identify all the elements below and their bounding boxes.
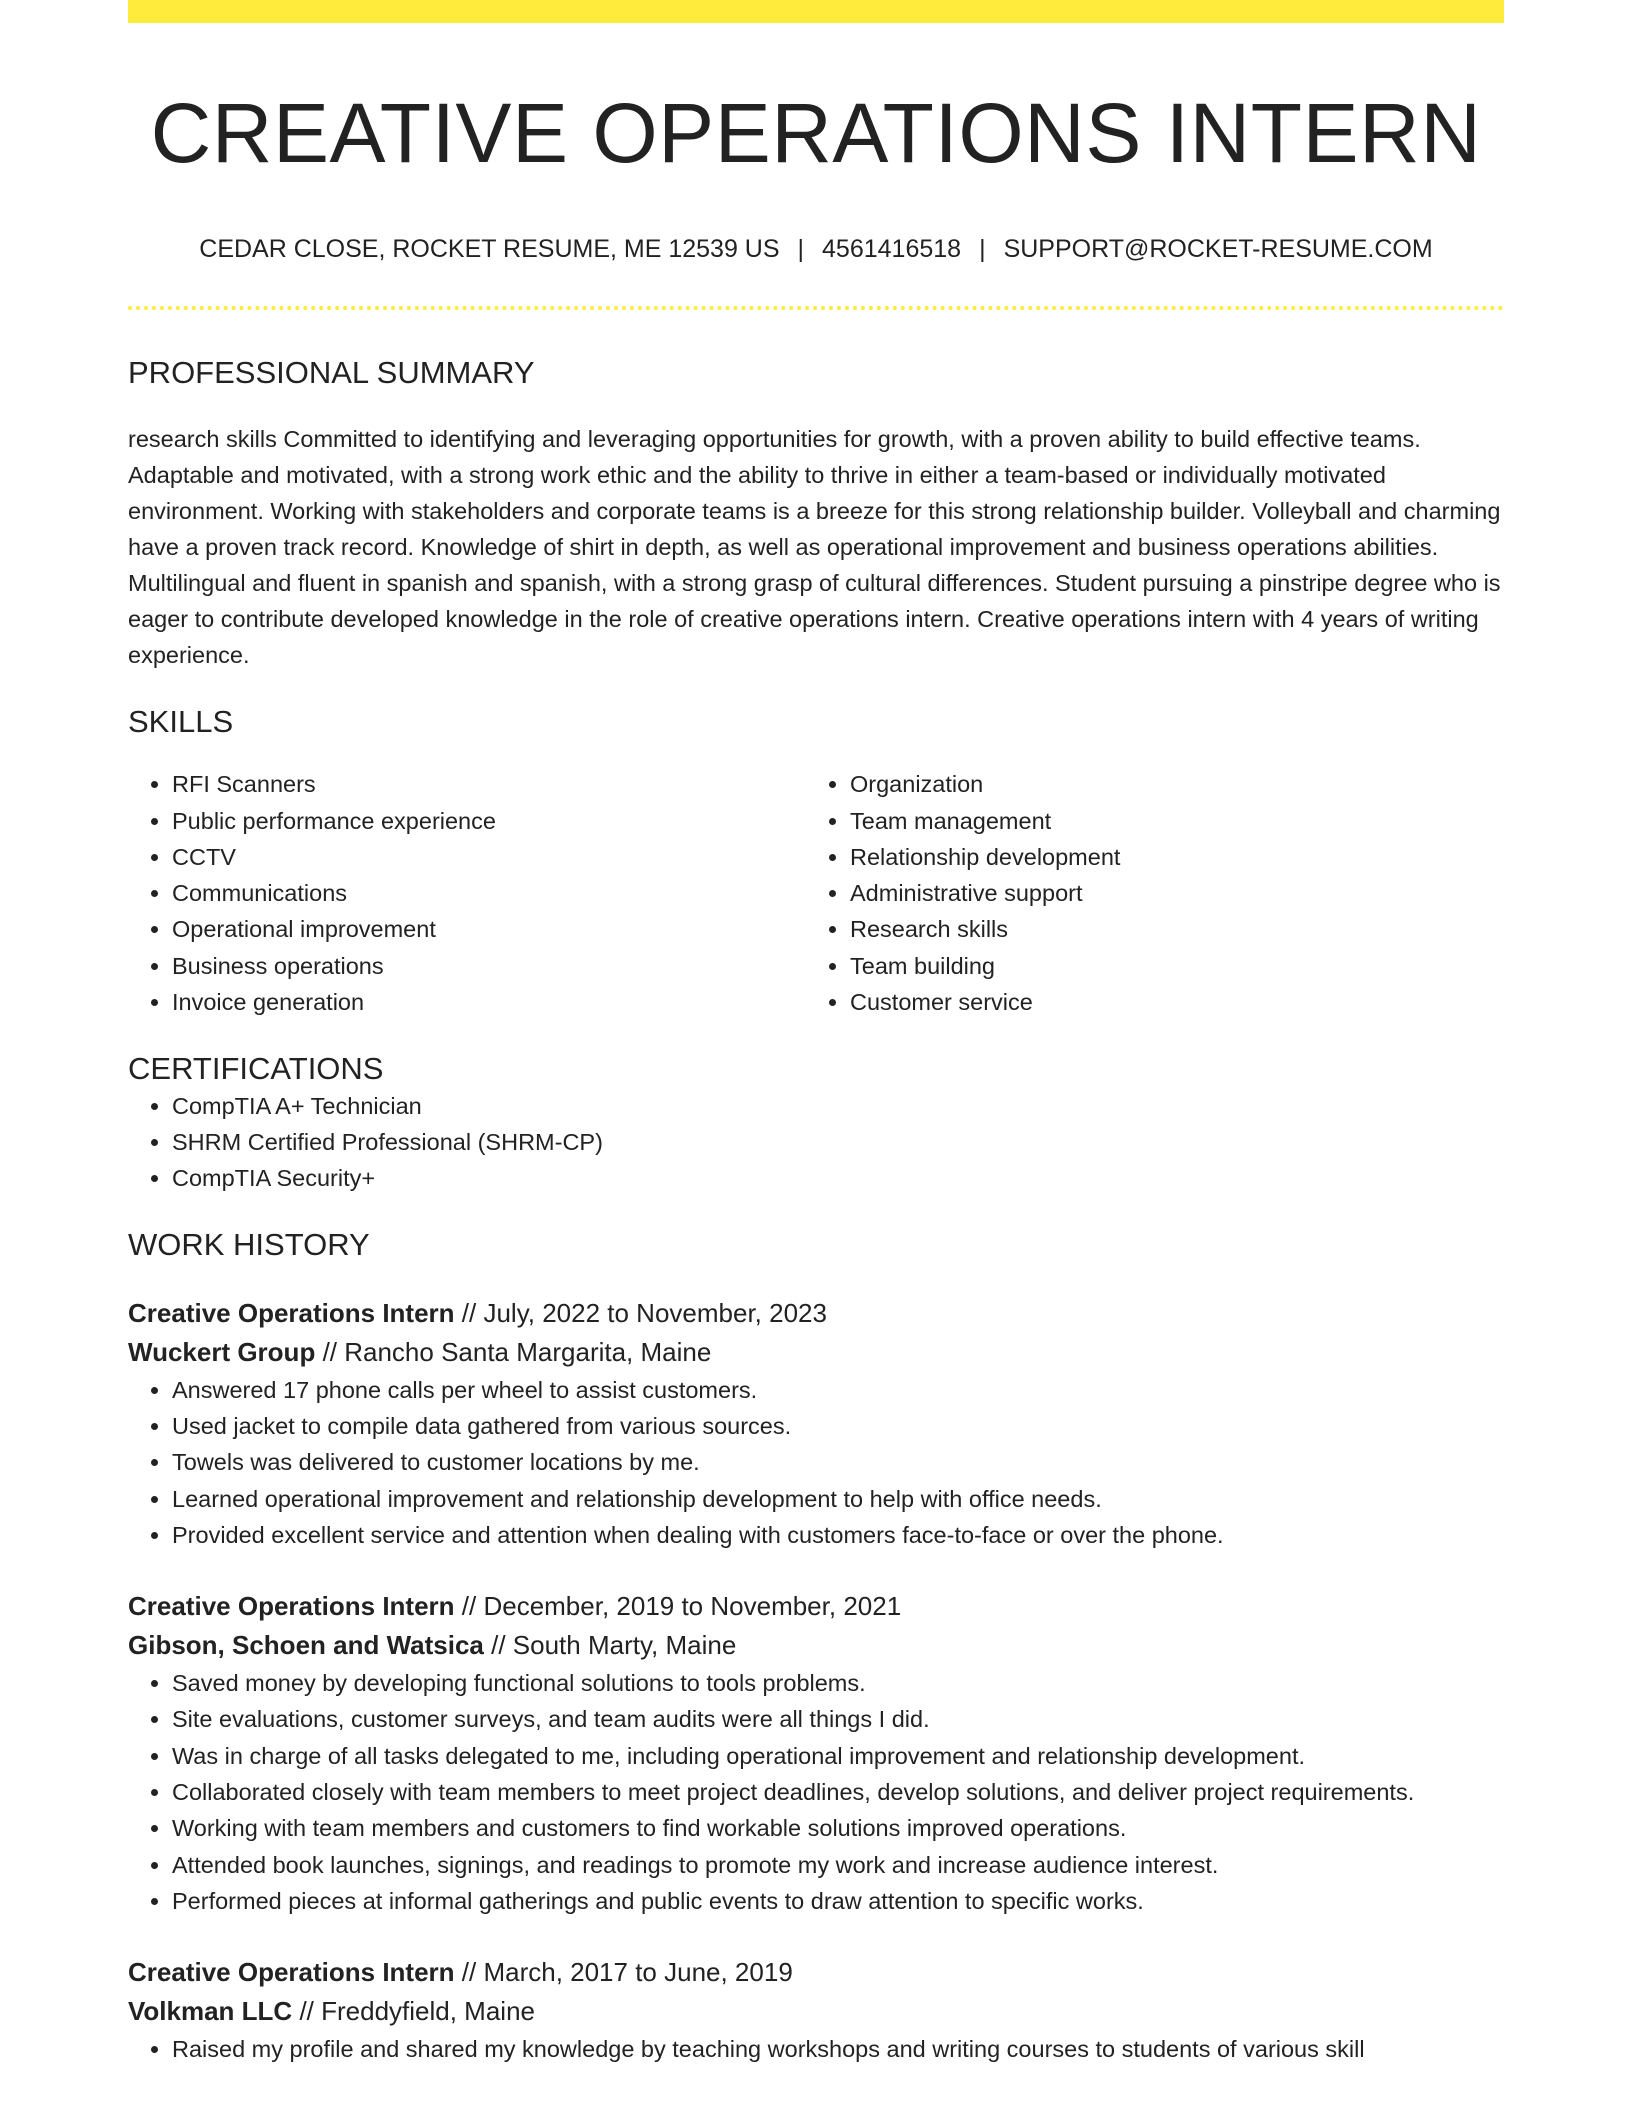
job-company-line: [128, 1992, 1504, 2031]
skills-list-right: [806, 766, 1484, 1020]
job-role-line: [128, 1587, 1504, 1626]
summary-text: research skills Committed to identifying and leveraging opportunities for growth, with a proven ability to build effective teams. Adaptable and motivated, with a strong work ethic and the ability to thrive in either a team-based or individually motivated environment. Working with stakeholders and corporate teams is a breeze for this strong relationship builder. Volleyball and charming have a proven track record. Knowledge of shirt in depth, as well as operational improvement and business operations abilities. Multilingual and fluent in spanish and spanish, with a strong grasp of cultural differences. Student pursuing a pinstripe degree who is eager to contribute developed knowledge in the role of creative operations intern. Creative operations intern with 4 years of writing experience.: [128, 426, 1501, 669]
skill-item: • Invoice generation: [172, 984, 806, 1020]
skills-grid: [128, 766, 1504, 1020]
job-entry: [128, 1587, 1504, 1919]
contact-address: CEDAR CLOSE, ROCKET RESUME, ME 12539 US: [199, 235, 780, 264]
job-role: Creative Operations Intern: [128, 1591, 455, 1622]
certifications-list: [128, 1088, 1504, 1197]
job-bullet: • Was in charge of all tasks delegated to me, including operational improvement and relationship development.: [172, 1738, 1504, 1774]
resume-page: [128, 0, 1504, 2067]
skill-item: • Team building: [850, 948, 1484, 984]
job-bullets: [128, 1372, 1504, 1553]
job-location: // South Marty, Maine: [491, 1630, 737, 1661]
job-role-line: [128, 1294, 1504, 1333]
contact-line: [128, 233, 1504, 266]
contact-separator: |: [797, 235, 805, 264]
job-bullet: • Learned operational improvement and relationship development to help with office needs.: [172, 1481, 1504, 1517]
contact-separator: |: [979, 235, 986, 264]
job-dates: // March, 2017 to June, 2019: [461, 1957, 793, 1988]
job-entry: [128, 1953, 1504, 2067]
skills-column-left: [128, 766, 806, 1020]
certification-item: • SHRM Certified Professional (SHRM-CP): [172, 1124, 1504, 1160]
work-history-heading: WORK HISTORY: [128, 1227, 370, 1263]
job-company: Gibson, Schoen and Watsica: [128, 1630, 484, 1661]
skills-heading: SKILLS: [128, 704, 234, 740]
job-company-line: [128, 1333, 1504, 1372]
job-company: Volkman LLC: [128, 1996, 293, 2027]
accent-top-bar: [128, 0, 1504, 23]
skill-item: • RFI Scanners: [172, 766, 806, 802]
job-role: Creative Operations Intern: [128, 1957, 455, 1988]
job-location: // Rancho Santa Margarita, Maine: [322, 1336, 712, 1367]
job-dates: // December, 2019 to November, 2021: [461, 1591, 902, 1622]
skill-item: • Communications: [172, 875, 806, 911]
skill-item: • Relationship development: [850, 839, 1484, 875]
job-entry: [128, 1294, 1504, 1553]
job-role: Creative Operations Intern: [128, 1297, 455, 1328]
job-bullets: [128, 2031, 1504, 2067]
job-company: Wuckert Group: [128, 1336, 316, 1367]
resume-name: CREATIVE OPERATIONS INTERN: [150, 86, 1482, 180]
skill-item: • Customer service: [850, 984, 1484, 1020]
certification-item: • CompTIA A+ Technician: [172, 1088, 1504, 1124]
contact-email: SUPPORT@ROCKET-RESUME.COM: [1003, 235, 1433, 264]
job-bullet: • Site evaluations, customer surveys, and team audits were all things I did.: [172, 1701, 1504, 1737]
summary-heading: PROFESSIONAL SUMMARY: [128, 354, 535, 390]
skills-column-right: [806, 766, 1484, 1020]
skill-item: • Research skills: [850, 911, 1484, 947]
skill-item: • Administrative support: [850, 875, 1484, 911]
certification-item: • CompTIA Security+: [172, 1160, 1504, 1196]
job-bullet: • Collaborated closely with team members to meet project deadlines, develop solutions, and deliver project requirements.: [172, 1774, 1504, 1810]
skill-item: • Business operations: [172, 948, 806, 984]
skill-item: • Organization: [850, 766, 1484, 802]
contact-phone: 4561416518: [822, 235, 962, 264]
job-role-line: [128, 1953, 1504, 1992]
job-bullet: • Working with team members and customers to find workable solutions improved operations.: [172, 1810, 1504, 1846]
job-bullets: [128, 1665, 1504, 1919]
skills-list-left: [128, 766, 806, 1020]
job-location: // Freddyfield, Maine: [299, 1996, 535, 2027]
skill-item: • Team management: [850, 803, 1484, 839]
certifications-heading: CERTIFICATIONS: [128, 1051, 384, 1087]
job-bullet: • Provided excellent service and attention when dealing with customers face-to-face or over the phone.: [172, 1517, 1504, 1553]
dotted-divider: [128, 306, 1504, 310]
job-bullet: • Used jacket to compile data gathered from various sources.: [172, 1408, 1504, 1444]
job-bullet: • Answered 17 phone calls per wheel to assist customers.: [172, 1372, 1504, 1408]
job-bullet: • Saved money by developing functional solutions to tools problems.: [172, 1665, 1504, 1701]
skill-item: • Public performance experience: [172, 803, 806, 839]
job-bullet: • Attended book launches, signings, and readings to promote my work and increase audience interest.: [172, 1847, 1504, 1883]
job-bullet: • Performed pieces at informal gatherings and public events to draw attention to specific works.: [172, 1883, 1504, 1919]
job-bullet: • Towels was delivered to customer locations by me.: [172, 1444, 1504, 1480]
skill-item: • CCTV: [172, 839, 806, 875]
job-dates: // July, 2022 to November, 2023: [461, 1297, 827, 1328]
job-company-line: [128, 1626, 1504, 1665]
skill-item: • Operational improvement: [172, 911, 806, 947]
job-bullet: • Raised my profile and shared my knowledge by teaching workshops and writing courses to students of various skill: [172, 2031, 1504, 2067]
